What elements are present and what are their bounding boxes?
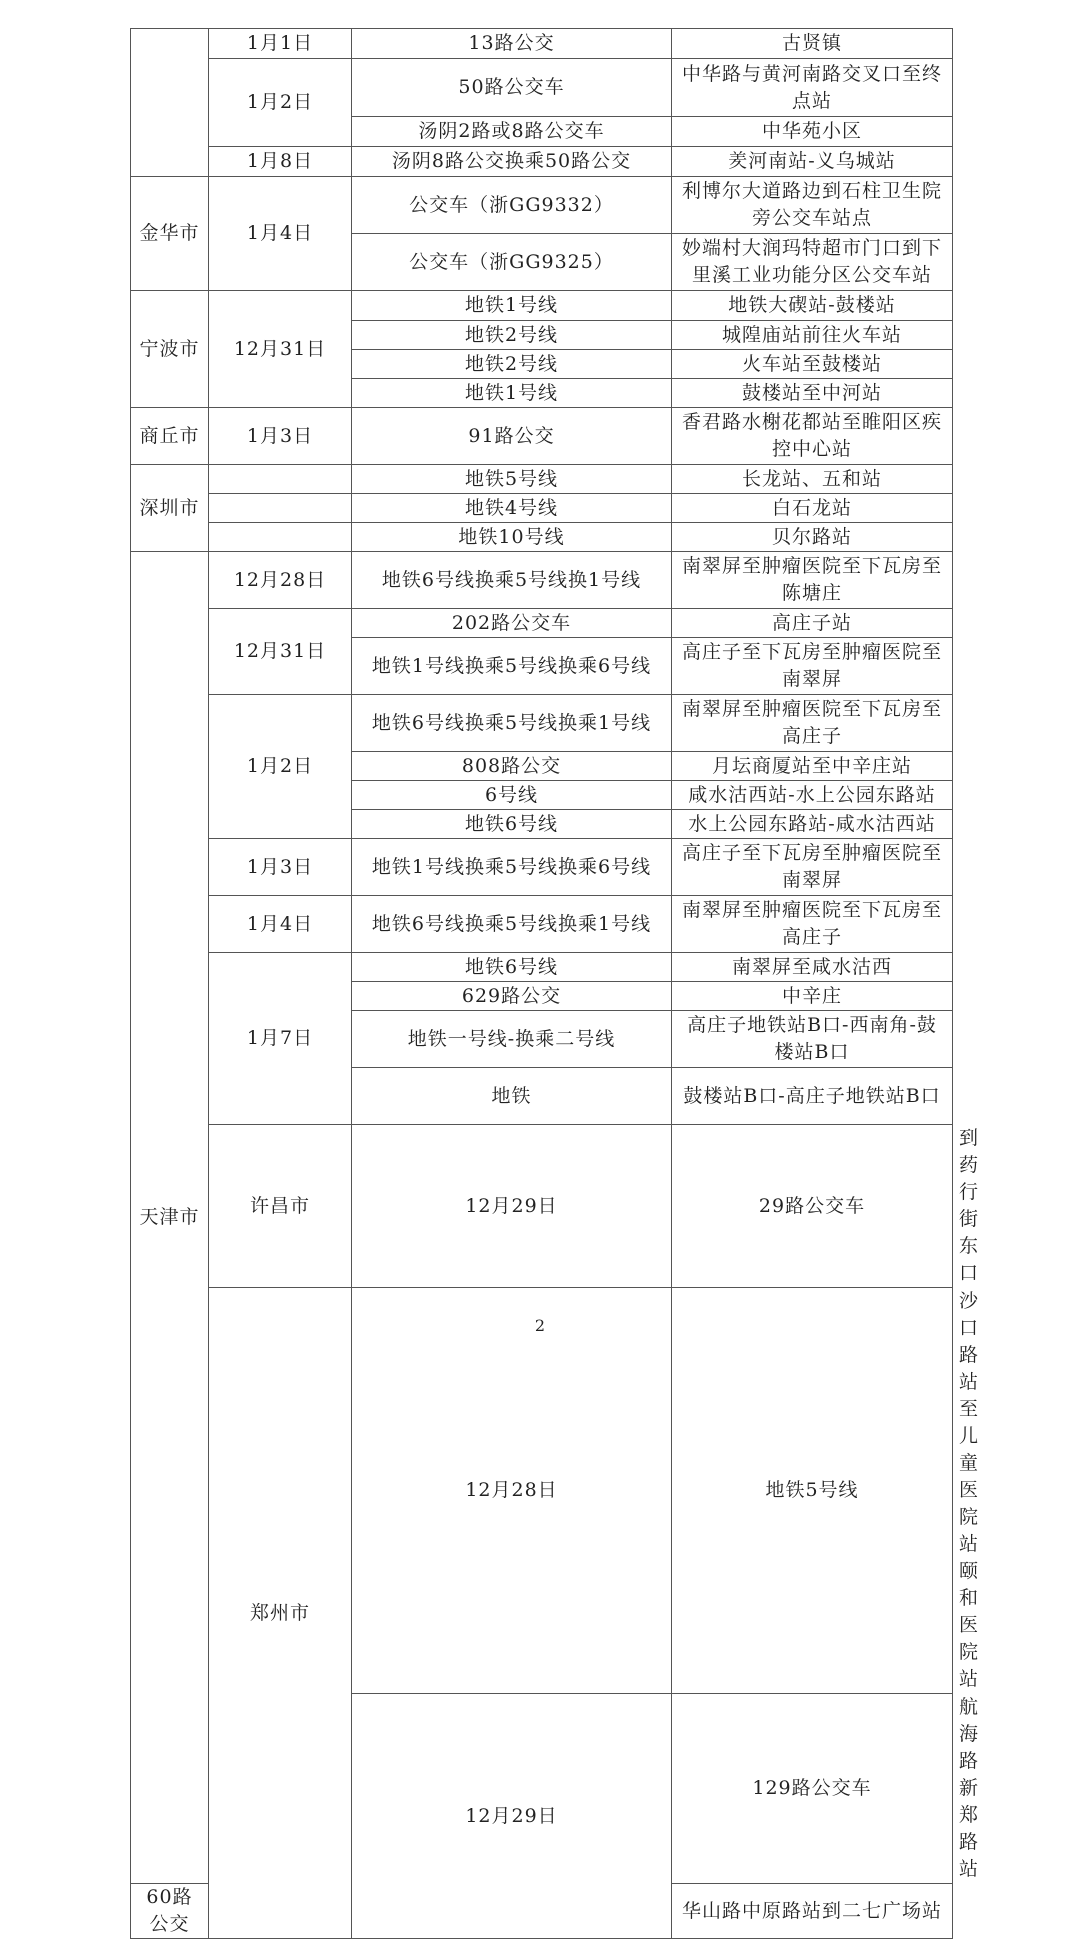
transit-route-table [130, 28, 980, 1939]
city-cell: 金华市 [131, 177, 209, 291]
location-cell: 城隍庙站前往火车站 [672, 321, 953, 350]
date-cell: 12月29日 [352, 1694, 672, 1939]
table-body [131, 29, 980, 1939]
route-cell: 地铁4号线 [352, 494, 672, 523]
date-cell: 1月1日 [209, 29, 352, 59]
city-cell: 许昌市 [209, 1125, 352, 1288]
route-cell: 地铁6号线 [352, 810, 672, 839]
route-cell: 13路公交 [352, 29, 672, 59]
date-cell [209, 523, 352, 552]
date-cell: 12月31日 [209, 609, 352, 695]
date-cell: 12月28日 [352, 1288, 672, 1694]
route-cell: 地铁1号线 [352, 379, 672, 408]
table-row [131, 59, 953, 117]
table-row [131, 147, 953, 177]
location-cell: 鼓楼站至中河站 [672, 379, 953, 408]
city-cell: 宁波市 [131, 291, 209, 408]
date-cell: 1月3日 [209, 839, 352, 896]
table-row [131, 953, 953, 982]
route-cell: 公交车（浙GG9332） [352, 177, 672, 234]
route-cell: 129路公交车 [672, 1694, 953, 1884]
table-row: 郑州市 12月28日 地铁5号线 沙口路站至儿童医院站颐和医院站 [131, 1288, 953, 1694]
route-cell: 29路公交车 [672, 1125, 953, 1288]
city-cell: 天津市 [131, 552, 209, 1884]
location-cell: 高庄子至下瓦房至肿瘤医院至南翠屏 [672, 839, 953, 896]
route-cell: 91路公交 [352, 408, 672, 465]
city-cell [131, 29, 209, 177]
location-cell: 地铁大碶站-鼓楼站 [672, 291, 953, 321]
route-cell: 50路公交车 [352, 59, 672, 117]
date-cell [209, 494, 352, 523]
table-row: 12月29日 129路公交车 航海路新郑路站 [131, 1694, 953, 1884]
route-cell: 地铁6号线换乘5号线换乘1号线 [352, 695, 672, 752]
table-row [131, 609, 953, 638]
table-row [131, 408, 953, 465]
location-cell: 中华路与黄河南路交叉口至终点站 [672, 59, 953, 117]
page-number: 2 [534, 1316, 546, 1335]
route-cell: 公交车（浙GG9325） [352, 234, 672, 291]
date-cell: 1月2日 [209, 59, 352, 147]
route-cell: 汤阴2路或8路公交车 [352, 117, 672, 147]
table-row [131, 494, 953, 523]
table-row [131, 177, 953, 234]
route-cell: 629路公交 [352, 982, 672, 1011]
location-cell: 南翠屏至肿瘤医院至下瓦房至高庄子 [672, 896, 953, 953]
location-cell: 水上公园东路站-咸水沽西站 [672, 810, 953, 839]
route-cell: 地铁2号线 [352, 350, 672, 379]
date-cell: 1月4日 [209, 177, 352, 291]
location-cell: 火车站至鼓楼站 [672, 350, 953, 379]
date-cell: 1月7日 [209, 953, 352, 1125]
date-cell: 1月3日 [209, 408, 352, 465]
location-cell: 南翠屏至肿瘤医院至下瓦房至陈塘庄 [672, 552, 953, 609]
route-cell: 60路公交 [131, 1884, 209, 1939]
location-cell: 羑河南站-义乌城站 [672, 147, 953, 177]
city-cell: 商丘市 [131, 408, 209, 465]
location-cell: 利博尔大道路边到石柱卫生院旁公交车站点 [672, 177, 953, 234]
location-cell: 高庄子地铁站B口-西南角-鼓楼站B口 [672, 1011, 953, 1068]
table-row [131, 291, 953, 321]
table-row [131, 695, 953, 752]
location-cell: 高庄子站 [672, 609, 953, 638]
table-row [131, 552, 953, 609]
location-cell: 香君路水榭花都站至睢阳区疾控中心站 [672, 408, 953, 465]
location-cell: 古贤镇 [672, 29, 953, 59]
location-cell: 月坛商厦站至中辛庄站 [672, 752, 953, 781]
date-cell: 12月28日 [209, 552, 352, 609]
location-cell: 贝尔路站 [672, 523, 953, 552]
route-cell: 地铁 [352, 1068, 672, 1125]
date-cell: 1月2日 [209, 695, 352, 839]
location-cell: 中华苑小区 [672, 117, 953, 147]
date-cell [209, 465, 352, 494]
city-cell: 郑州市 [209, 1288, 352, 1939]
route-cell: 地铁一号线-换乘二号线 [352, 1011, 672, 1068]
location-cell: 高庄子至下瓦房至肿瘤医院至南翠屏 [672, 638, 953, 695]
route-cell: 6号线 [352, 781, 672, 810]
location-cell: 长龙站、五和站 [672, 465, 953, 494]
location-cell: 中辛庄 [672, 982, 953, 1011]
route-cell: 地铁10号线 [352, 523, 672, 552]
table-row [131, 896, 953, 953]
table-row: 许昌市 12月29日 29路公交车 到药行街东口 [131, 1125, 953, 1288]
route-cell: 202路公交车 [352, 609, 672, 638]
date-cell: 1月8日 [209, 147, 352, 177]
date-cell: 12月29日 [352, 1125, 672, 1288]
route-cell: 地铁1号线换乘5号线换乘6号线 [352, 839, 672, 896]
route-cell: 地铁6号线换乘5号线换乘1号线 [352, 896, 672, 953]
route-cell: 地铁1号线换乘5号线换乘6号线 [352, 638, 672, 695]
table-row [131, 465, 953, 494]
location-cell: 咸水沽西站-水上公园东路站 [672, 781, 953, 810]
location-cell: 华山路中原路站到二七广场站 [672, 1884, 953, 1939]
route-cell: 地铁1号线 [352, 291, 672, 321]
date-cell: 12月31日 [209, 291, 352, 408]
date-cell: 1月4日 [209, 896, 352, 953]
route-cell: 808路公交 [352, 752, 672, 781]
table-row [131, 29, 953, 59]
location-cell: 妙端村大润玛特超市门口到下里溪工业功能分区公交车站 [672, 234, 953, 291]
city-cell: 深圳市 [131, 465, 209, 552]
route-cell: 汤阴8路公交换乘50路公交 [352, 147, 672, 177]
location-cell: 南翠屏至咸水沽西 [672, 953, 953, 982]
route-cell: 地铁5号线 [672, 1288, 953, 1694]
location-cell: 南翠屏至肿瘤医院至下瓦房至高庄子 [672, 695, 953, 752]
route-cell: 地铁2号线 [352, 321, 672, 350]
location-cell: 白石龙站 [672, 494, 953, 523]
table-row [131, 839, 953, 896]
table-row [131, 523, 953, 552]
route-cell: 地铁5号线 [352, 465, 672, 494]
route-cell: 地铁6号线换乘5号线换1号线 [352, 552, 672, 609]
route-cell: 地铁6号线 [352, 953, 672, 982]
location-cell: 鼓楼站B口-高庄子地铁站B口 [672, 1068, 953, 1125]
